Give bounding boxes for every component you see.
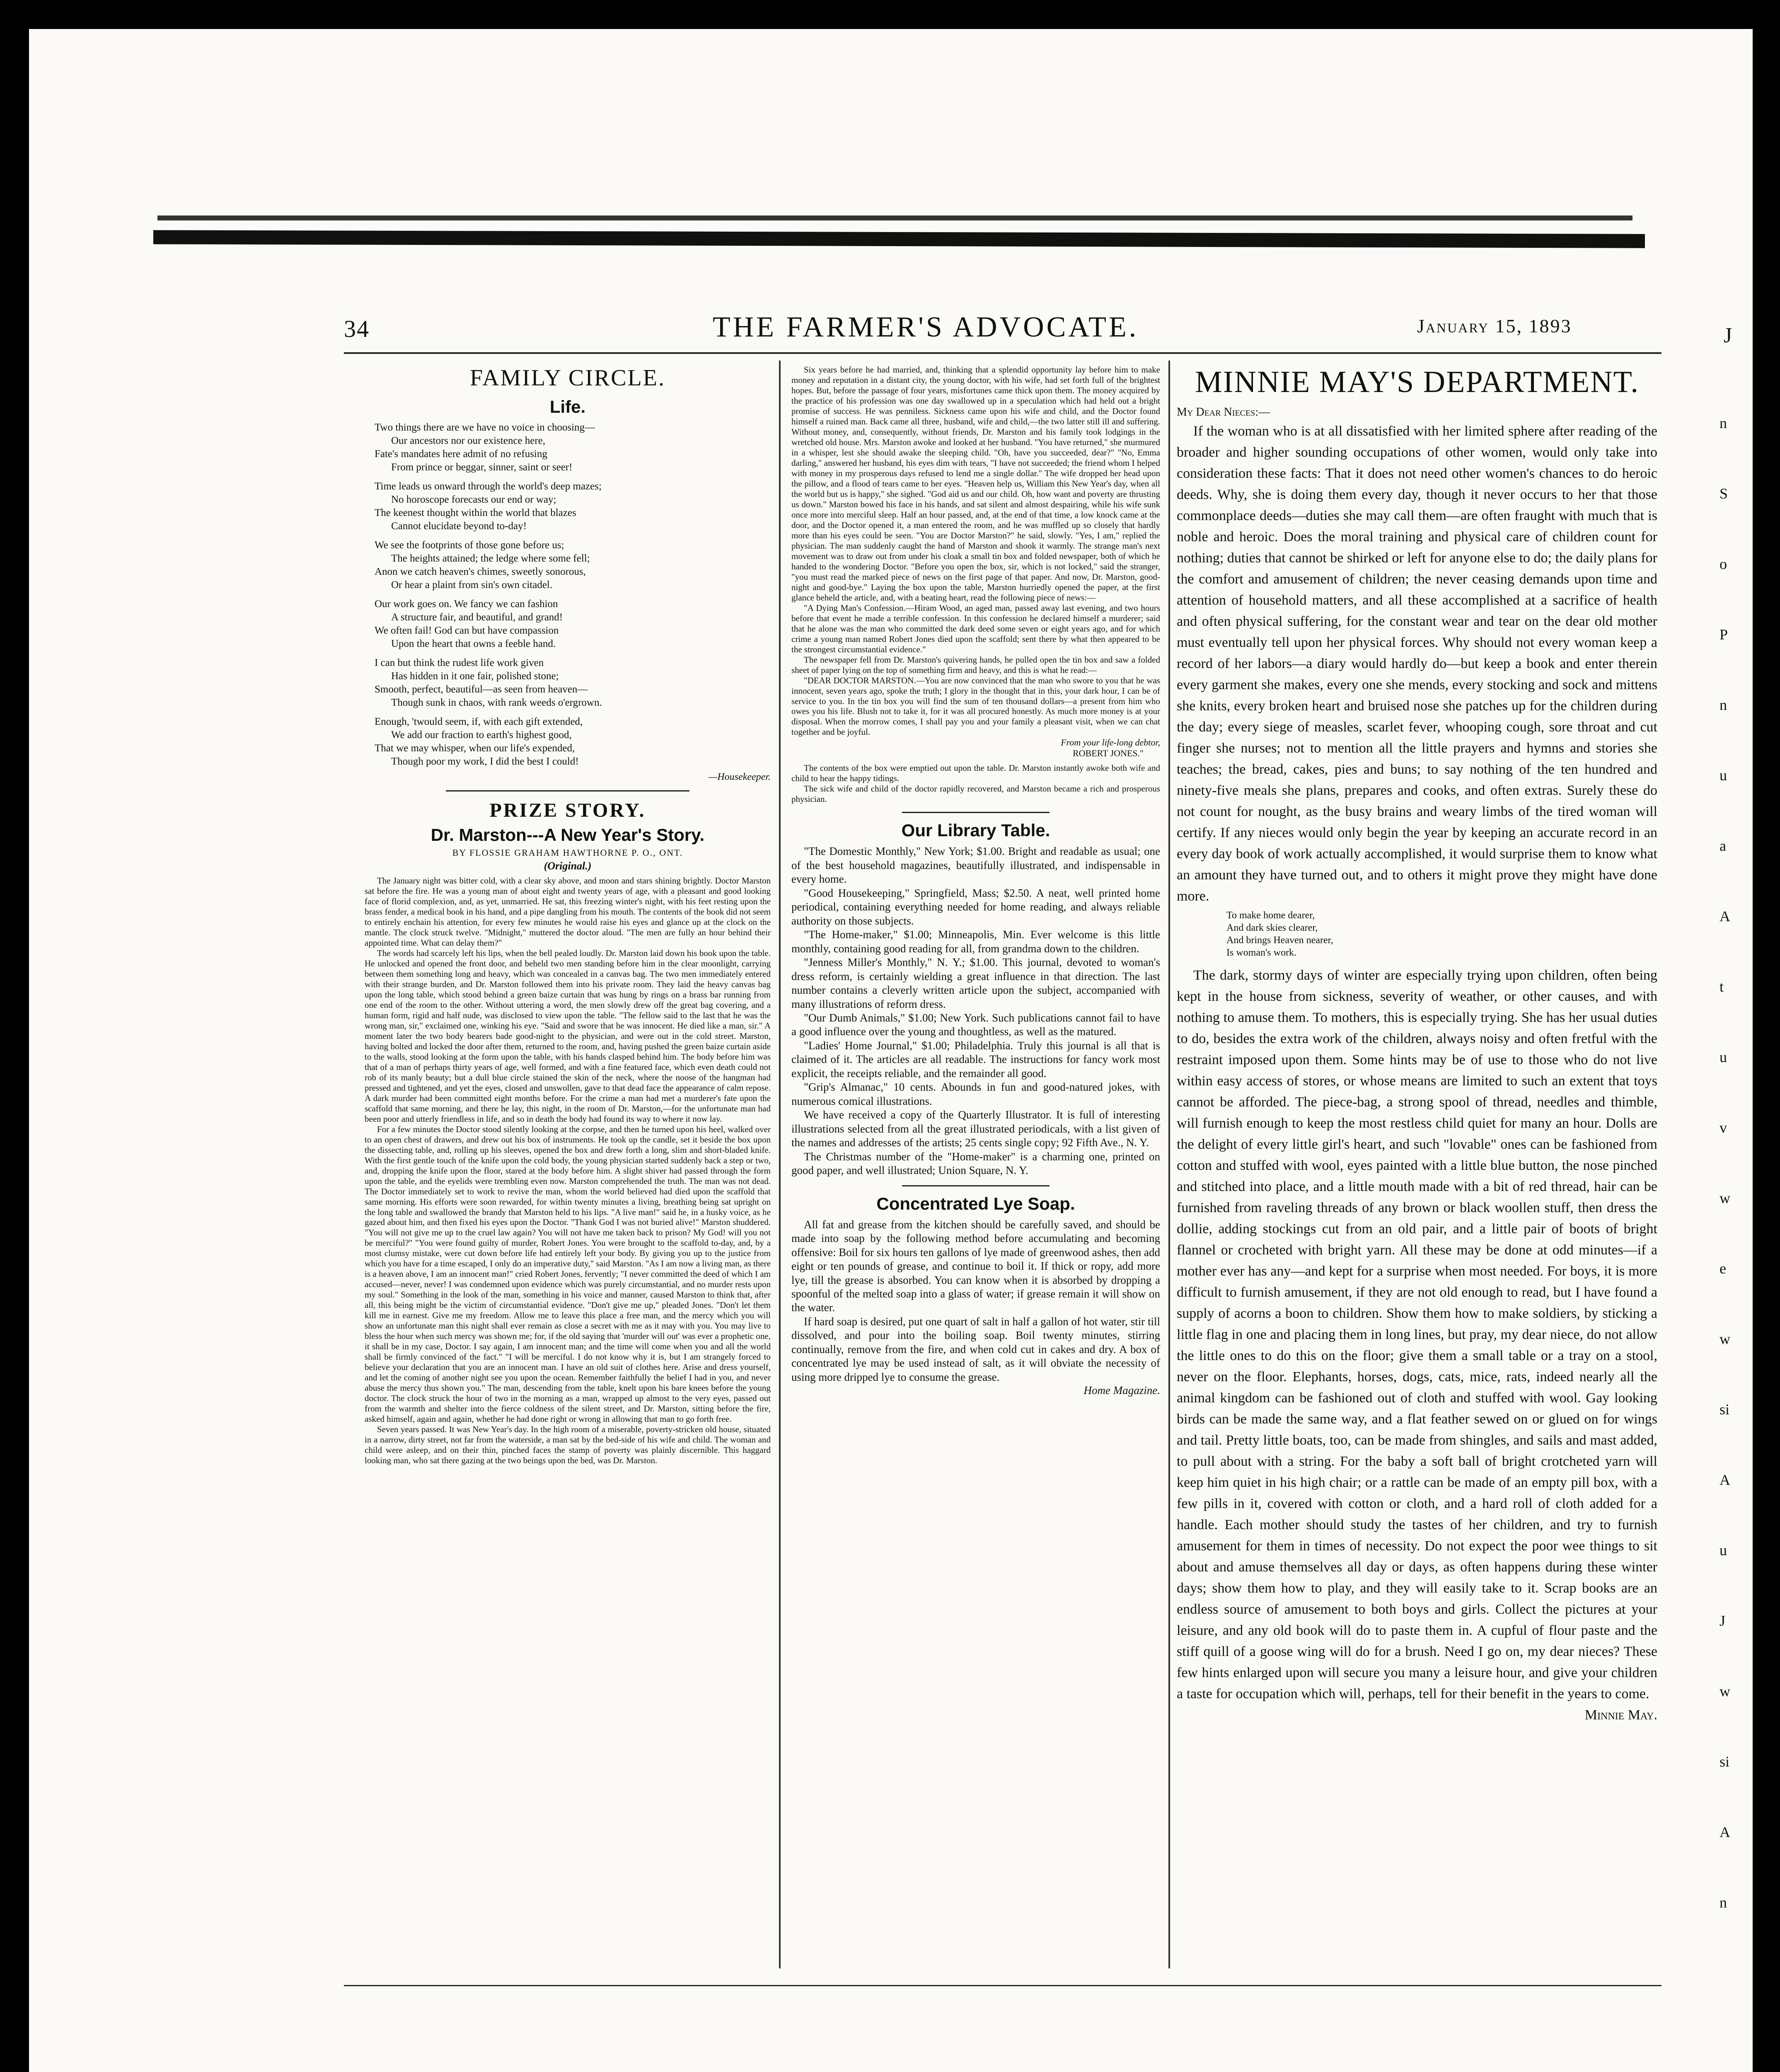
- story-paragraph: The January night was bitter cold, with a clear sky above, and moon and stars shining brightly. Doctor Marston sat before the fire. He was a young man of about eight and twenty years of age, with a pleasant and good looking face of florid complexion, and, as yet, unmarried. He sat, this freezing winter's night, with his feet resting upon the brass fender, a medical book in his hand, and a pipe dangling from his mouth. The contents of the book did not seem to entirely enchain his attention, for every few minutes he would raise his eyes and glance up at the clock on the mantle. The clock struck twelve. "Midnight," muttered the doctor aloud. "The men are fully an hour behind their appointed time. What can delay them?": [365, 876, 771, 948]
- poem-line: We often fail! God can but have compassion: [375, 625, 559, 636]
- story-paragraph: Six years before he had married, and, thinking that a splendid opportunity lay before him to make money and reputation in a distant city, the young doctor, with his wife, had set forth full of the brightest hopes. But, before the passage of four years, misfortunes came thick upon them. The money acquired by the practice of his profession was one day swallowed up in a speculation which had held out a bright promise of success. He was penniless. Sickness came upon his wife and child, and the Doctor found himself a ruined man. Back came all three, husband, wife and child,—the two latter still ill and suffering. Without money, and, consequently, without friends, Dr. Marston and his family took lodgings in the wretched old house. Mrs. Marston awoke and looked at her husband. "You have returned," she murmured in a whisper, lest she should awake the sleeping child. "Oh, have you succeeded, dear?" "No, Emma darling," answered her husband, his eyes dim with tears, "I have not succeeded; the friend whom I helped with money in my prosperous days refused to lend me a single dollar." The wife dropped her head upon the pillow, and a flood of tears came to her eyes. "Heaven help us, William this New Year's day, when all the world but us is happy," she sighed. "God aid us and our child. Oh, how want and poverty are thrusting us down." Marston bowed his face in his hands, and sat silent and almost despairing, while his wife sunk once more into merciful sleep. Half an hour passed, and, at the end of that time, a low knock came at the door, and the Doctor opened it, a man entered the room, and he was muffled up so closely that hardly more than his eyes could be seen. "You are Doctor Marston?" he said, slowly. "Yes, I am," replied the physician. The man suddenly caught the hand of Marston and shook it warmly. The strange man's next movement was to draw out from under his cloak a small tin box and folded newspaper, both of which he handed to the wondering Doctor. "Before you open the box, sir, which is not locked," said the stranger, "you must read the marked piece of news on the first page of that paper. And now, Dr. Marston, good-night and good-bye." Laying the box upon the table, Marston hurriedly opened the paper, at the first glance beheld the article, and, with a beating heart, read the following piece of news:—: [791, 365, 1160, 603]
- poem-stanza: [375, 656, 771, 709]
- story-paragraph: The newspaper fell from Dr. Marston's quivering hands, he pulled open the tin box and saw a folded sheet of paper lying on the top of something firm and heavy, and this is what he read:—: [791, 654, 1160, 675]
- poem-line: No horoscope forecasts our end or way;: [391, 494, 556, 505]
- edge-letter: w: [1720, 1190, 1730, 1206]
- poem-line: From prince or beggar, sinner, saint or seer!: [391, 462, 573, 473]
- top-rule: [157, 215, 1632, 220]
- library-review: "The Domestic Monthly," New York; $1.00. Bright and readable as usual; one of the best household magazines, beautifully illustrated, and indispensable in every home.: [791, 845, 1160, 886]
- edge-letter: u: [1720, 1049, 1727, 1065]
- minnie-may-paragraph: The dark, stormy days of winter are especially trying upon children, often being kept in the house from sickness, severity of weather, or other causes, and with nothing to amuse them. To mothers, this is especially trying. She has her usual duties to do, besides the extra work of the children, always noisy and often fretful with the restraint imposed upon them. Some hints may be of use to those who do not live within easy access of stores, or whose means are limited to such an extent that toys cannot be afforded. The piece-bag, a strong spool of thread, needles and thimble, will furnish enough to keep the most restless child quiet for many an hour. Dolls are the delight of every little girl's heart, and such "lovable" ones can be fashioned from cotton and stuffed with wool, eyes painted with a little blue button, the nose pinched and stitched into place, and a little mouth made with a bit of red thread, hair can be furnished from raveling threads of any brown or black woollen stuff, then dress the dollie, adding stockings cut from an old pair, and a little pair of boots of bright flannel or crocheted with bright yarn. All these may be done at odd minutes—if a mother ever has any—and kept for a surprise when most needed. For boys, it is more difficult to furnish amusement, if they are not old enough to read, but I have found a supply of acorns a boon to children. Show them how to make soldiers, by sticking a little flag in one and placing them in long lines, but pray, my dear niece, do not allow the little ones to do this on the floor; give them a small table or a tray on a stool, never on the floor. Elephants, horses, dogs, cats, mice, rats, indeed nearly all the animal kingdom can be fashioned out of cloth and stuffed with wool. Gay looking birds can be made the same way, and a flat feather sewed on or glued on for wings and tail. Pretty little boats, too, can be made from shingles, and sails and mast added, to pull about with a string. For the baby a soft ball of bright crotcheted yarn will keep him quiet in his high chair; or a rattle can be made of an empty pill box, with a few pills in it, covered with cotton or cloth, and a hard roll of cloth added for a handle. Each mother should study the tastes of her children, and try to furnish amusement for them in times of necessity. Do not expect the poor wee things to sit about and amuse themselves all day or days, as often happens during these winter days; show them how to play, and they will easily take to it. Scrap books are an endless source of amusement to both boys and girls. Collect the pictures at your leisure, and any old book will do to paste them in. A cupful of flour paste and the stiff quill of a goose wing will do for a brush. Need I go on, my dear nieces? These few hints enlarged upon will secure you many a leisure hour, and give your children a taste for occupation which will, perhaps, tell for their benefit in the years to come.: [1177, 968, 1657, 1702]
- edge-letter: t: [1720, 978, 1724, 995]
- edge-letter: u: [1720, 767, 1727, 784]
- quatrain-line: And dark skies clearer,: [1226, 922, 1318, 933]
- poem-line: Cannot elucidate beyond to-day!: [391, 520, 527, 532]
- library-review: "Jenness Miller's Monthly," N. Y.; $1.00. This journal, devoted to woman's dress reform, is certainly wielding a great influence in that direction. The last number contains a cleverly written article upon the subject, accompanied with many illustrations of reform dress.: [791, 956, 1160, 1010]
- poem-line: Anon we catch heaven's chimes, sweetly sonorous,: [375, 566, 586, 577]
- minnie-may-paragraph: If the woman who is at all dissatisfied with her limited sphere after reading of the broader and higher sounding occupations of other women, would only take into consideration these facts: That it does not need other women's chances to do heroic deeds. Why, she is doing them every day, though it never occurs to her that those commonplace deeds—duties she may call them—are often fraught with much that is noble and heroic. Does the moral training and physical care of children count for nothing; duties that cannot be shirked or left for anyone else to do; the daily plans for the comfort and amusement of children; the never ceasing demands upon time and attention of household matters, and all these accomplished at a sacrifice of health and often physical suffering, for the constant wear and tear on the dear old mother must eventually tell upon her physical forces. Why should not every woman keep a record of her labors—a diary would hardly do—but keep a book and enter therein every garment she makes, every one she mends, every stocking and sock and mittens she knits, every broken heart and bruised nose she patches up for the children during the day; every siege of measles, scarlet fever, whooping cough, sore throat and cut finger she nurses; not to mention all the little prayers and hymns and stories she teaches; the bread, cakes, pies and buns; to say nothing of the ten hundred and ninety-five meals she plans, prepares and cooks, and often extras. Surely these do not count for nought, as the busy brains and weary limbs of the tired woman will certify. If any nieces would only begin the year by keeping an accurate record in an every day book of work actually accomplished, it would surprise them to know what an amount they have turned out, and to others it might prove they might have done more.: [1177, 424, 1657, 904]
- poem-line: The keenest thought within the world that blazes: [375, 507, 576, 518]
- story-paragraph: Seven years passed. It was New Year's day. In the high room of a miserable, poverty-stricken old house, situated in a narrow, dirty street, not far from the waterside, a man sat by the bed-side of his wife and child. The woman and child were asleep, and on their thin, pinched faces the stamp of poverty was plainly discernible. This haggard looking man, who sat there gazing at the two beings upon the bed, was Dr. Marston.: [365, 1424, 771, 1466]
- family-circle-heading: FAMILY CIRCLE.: [470, 365, 665, 391]
- edge-letter: n: [1720, 697, 1727, 713]
- poem-line: Or hear a plaint from sin's own citadel.: [391, 579, 553, 591]
- edge-letter: n: [1720, 415, 1727, 431]
- story-paragraph: "A Dying Man's Confession.—Hiram Wood, an aged man, passed away last evening, and two hours before that event he made a terrible confession. In this confession he declared himself a murderer; said that he alone was the man who committed the dark deed some seven or eight years ago, and for which crime a young man named Robert Jones died upon the scaffold; sent there by what then appeared to be the strongest circumstantial evidence.": [791, 603, 1160, 654]
- soap-source: Home Magazine.: [1083, 1384, 1160, 1397]
- poem-line: Though poor my work, I did the best I could!: [391, 756, 579, 767]
- header-rule: [344, 352, 1661, 354]
- library-review: "Good Housekeeping," Springfield, Mass; $2.50. A neat, well printed home periodical, containing everything needed for home reading, and always reliable authority on those subjects.: [791, 886, 1160, 927]
- edge-letter: S: [1720, 485, 1728, 502]
- masthead: THE FARMER'S ADVOCATE.: [713, 311, 1139, 343]
- footer-rule: [344, 1985, 1661, 1986]
- prize-story-heading: PRIZE STORY.: [489, 799, 646, 821]
- quatrain-line: And brings Heaven nearer,: [1226, 935, 1333, 946]
- edge-letter: o: [1720, 556, 1727, 572]
- poem-title: Life.: [549, 397, 586, 416]
- story-paragraph: For a few minutes the Doctor stood silently looking at the corpse, and then he turned upon his heel, walked over to an open chest of drawers, and drew out his box of instruments. He took up the candle, set it beside the box upon the dissecting table, and, rolling up his sleeves, opened the box and drew forth a long, slim and short-bladed knife. With the first gentle touch of the knife upon the cold body, the young physician started suddenly back a step or two, and, dropping the knife upon the floor, stared at the body before him. A slight shiver had passed through the form upon the table, and the eyelids were trembling even now. Marston comprehended the truth. The man was not dead. The Doctor immediately set to work to revive the man, whom the world believed had died upon the scaffold that same morning. His efforts were soon rewarded, for within twenty minutes a living, breathing being sat upright on the long table and swallowed the brandy that Marston held to his lips. "A live man!" said he, in a husky voice, as he gazed about him, and then fixed his eyes upon the Doctor. "Thank God I was not buried alive!" Marston shuddered. "You will not give me up to the cruel law again? You will not have me taken back to prison? My God! will you not be merciful?" "You were found guilty of murder, Robert Jones. You were brought to the scaffold to-day, and, by a most clumsy mistake, were cut down before life had entirely left your body. By giving you up to the justice from which you have for a time escaped, I only do an imperative duty," said Marston. "As I am now a living man, as there is a heaven above, I am an innocent man!" cried Robert Jones, fervently; "I never committed the deed of which I am accused—never, never! I was condemned upon evidence which was purely circumstantial, and no murder rests upon my soul." Something in the look of the man, something in his voice and manner, caused Marston to think that, after all, this being might be the victim of circumstantial evidence. "Don't give me up," pleaded Jones. "Don't let them kill me in earnest. Give me my freedom. Allow me to leave this place a free man, and the mercy which you will show an unfortunate man this night shall ever remain as close a secret with me as it may with you. You may live to bless the hour when such mercy was shown me; for, if the old saying that 'murder will out' was ever a prophetic one, it shall be in my case, Doctor. I say again, I am innocent man; and the time will come when you and all the world shall be firmly convinced of the fact." "I will be merciful. I do not know why it is, but I am strangely forced to believe your declaration that you are an innocent man. I have an old suit of clothes here. Arise and dress yourself, and let the coming of another night see you upon the ocean. Remember faithfully the belief I had in you, and never abuse the mercy thus shown you." The man, descending from the table, knelt upon his bare knees before the young doctor. The clock struck the hour of two in the morning as a man, wrapped up almost to the very eyes, passed out from the warmth and shelter into the fierce coldness of the silent street, and Dr. Marston, sitting before the fire, asked himself, again and again, whether he had done right or wrong in allowing that man to go forth free.: [365, 1124, 771, 1424]
- letter-signature: ROBERT JONES.": [1072, 748, 1144, 759]
- poem-life: [375, 421, 771, 768]
- edge-letter: A: [1720, 908, 1730, 925]
- poem-stanza: [375, 421, 771, 474]
- separator: [902, 812, 1050, 813]
- story-paragraph: The words had scarcely left his lips, when the bell pealed loudly. Dr. Marston laid down his book upon the table. He unlocked and opened the front door, and beheld two men standing before him in the clear moonlight, carrying between them something long and heavy, which was concealed in a canvas bag. The two men immediately entered with their strange burden, and Dr. Marston followed them into his private room. They laid the heavy canvas bag upon the long table, which stood behind a green baize curtain that was hung by rings on a brass bar running from one end of the room to the other. Without uttering a word, the men slowly drew off the great bag covering, and a human form, rigid and half nude, was disclosed to view upon the table. "The fellow said to the last that he was the wrong man, sir," exclaimed one, winking his eye. "Said and swore that he was innocent. He died like a man, sir." A moment later the two body bearers bade good-night to the physician, and were out in the cold street. Marston, having bolted and locked the door after them, returned to the room, and, having pushed the green baize curtain aside to the walls, stood looking at the form upon the table, with his hands clasped behind him. The body before him was that of a man of perhaps thirty years of age, well formed, and with a fine featured face, which even death could not rob of its manly beauty; but a dull blue circle stained the skin of the neck, where the noose of the hangman had pressed and tightened, and yet the eyes, closed and unswollen, gave to that dead face the appearance of calm repose. A dark murder had been committed eight months before. For the crime a man had met a murderer's fate upon the scaffold that same morning, and there he lay, this night, in the room of Dr. Marston,—for the unfortunate man had been poor and utterly friendless in life, and so in death the body had found its way to where it now lay.: [365, 948, 771, 1124]
- poem-line: We add our fraction to earth's highest good,: [391, 729, 572, 741]
- poem-line: Though sunk in chaos, with rank weeds o'ergrown.: [391, 697, 602, 708]
- library-heading: Our Library Table.: [901, 821, 1050, 840]
- poem-stanza: [375, 480, 771, 533]
- column-rule-2: [1168, 361, 1170, 1968]
- quatrain-line: Is woman's work.: [1226, 947, 1296, 958]
- story-paragraph: "DEAR DOCTOR MARSTON.—You are now convinced that the man who swore to you that he was innocent, seven years ago, spoke the truth; I glory in the thought that in this, your dark hour, I can be of service to you. In the tin box you will find the sum of ten thousand dollars—a present from him who owes you his life. Blush not to take it, for it was all procured honestly. As much more money is at your disposal. When the morrow comes, I shall pay you and your family a pleasant visit, when we can chat together and be joyful.: [791, 675, 1160, 737]
- edge-letter: si: [1720, 1753, 1730, 1770]
- right-column: [1177, 365, 1657, 1973]
- library-reviews: [791, 845, 1160, 1177]
- quatrain-line: To make home dearer,: [1226, 910, 1315, 921]
- poem-line: Fate's mandates here admit of no refusing: [375, 448, 547, 460]
- edge-letter: e: [1720, 1260, 1726, 1277]
- minnie-may-text-2: [1177, 965, 1657, 1704]
- letter-close: From your life-long debtor,: [1061, 737, 1160, 748]
- edge-letter: v: [1720, 1119, 1727, 1136]
- poem-line: I can but think the rudest life work given: [375, 657, 544, 668]
- edge-letter: u: [1720, 1542, 1727, 1559]
- soap-paragraph: All fat and grease from the kitchen should be carefully saved, and should be made into soap by the following method before accumulating and becoming offensive: Boil for six hours ten gallons of lye made of greenwood ashes, then add eight or ten pounds of grease, and continue to boil it. If thick or ropy, add more lye, till the grease is absorbed. You can know when it is absorbed by dropping a spoonful of the melted soap into a glass of water; if grease remain it will show on the water.: [791, 1218, 1160, 1314]
- edge-letter: A: [1720, 1472, 1730, 1488]
- library-review: "The Home-maker," $1.00; Minneapolis, Min. Ever welcome is this little monthly, containing good reading for all, from grandma down to the children.: [791, 928, 1160, 955]
- quatrain: [1226, 909, 1657, 959]
- salutation: My Dear Nieces:—: [1177, 406, 1270, 419]
- poem-line: Has hidden in it one fair, polished stone;: [391, 670, 559, 682]
- middle-column: [791, 365, 1160, 1964]
- poem-line: The heights attained; the ledge where some fell;: [391, 553, 590, 564]
- minnie-may-text-1: [1177, 421, 1657, 907]
- column-rule-1: [779, 361, 781, 1968]
- story-ending-text: [791, 763, 1160, 804]
- issue-date: January 15, 1893: [1417, 315, 1572, 336]
- poem-line: Our ancestors nor our existence here,: [391, 435, 546, 446]
- left-column: [365, 365, 771, 1964]
- poem-line: Upon the heart that owns a feeble hand.: [391, 638, 556, 649]
- story-title: Dr. Marston---A New Year's Story.: [430, 825, 705, 845]
- edge-letter: A: [1720, 1824, 1730, 1840]
- story-paragraph: The contents of the box were emptied out upon the table. Dr. Marston instantly awoke both wife and child to hear the happy tidings.: [791, 763, 1160, 784]
- poem-attribution: —Housekeeper.: [709, 772, 771, 782]
- page-number: 34: [344, 315, 370, 342]
- separator: [446, 790, 689, 792]
- separator: [902, 1185, 1050, 1186]
- library-review: "Grip's Almanac," 10 cents. Abounds in fun and good-natured jokes, with numerous comical illustrations.: [791, 1081, 1160, 1107]
- library-review: "Our Dumb Animals," $1.00; New York. Such publications cannot fail to have a good influence over the young and thoughtless, as well as the matured.: [791, 1012, 1160, 1038]
- library-review: The Christmas number of the "Home-maker" is a charming one, printed on good paper, and well illustrated; Union Square, N. Y.: [791, 1150, 1160, 1177]
- soap-paragraph: If hard soap is desired, put one quart of salt in half a gallon of hot water, stir till dissolved, and pour into the boiling soap. Boil twenty minutes, stirring continually, remove from the fire, and when cold cut in cakes and dry. A box of concentrated lye may be used instead of salt, as it will obviate the necessity of using more dripped lye to consume the grease.: [791, 1315, 1160, 1383]
- library-review: "Ladies' Home Journal," $1.00; Philadelphia. Truly this journal is all that is claimed of it. The articles are all readable. The instructions for fancy work most explicit, the receipts reliable, and the remainder all good.: [791, 1039, 1160, 1080]
- minnie-may-signature: Minnie May.: [1584, 1707, 1657, 1723]
- edge-letter: n: [1720, 1894, 1727, 1911]
- poem-line: Our work goes on. We fancy we can fashion: [375, 598, 558, 610]
- poem-line: That we may whisper, when our life's expended,: [375, 743, 575, 754]
- edge-letter: P: [1720, 626, 1728, 643]
- edge-letter: w: [1720, 1683, 1730, 1699]
- poem-line: Two things there are we have no voice in choosing—: [375, 422, 595, 433]
- adjacent-page-letter: J: [1724, 324, 1732, 347]
- story-continued-text: [791, 365, 1160, 737]
- poem-line: A structure fair, and beautiful, and grand!: [391, 612, 563, 623]
- library-review: We have received a copy of the Quarterly Illustrator. It is full of interesting illustrations selected from all the great illustrated periodicals, with a list given of the names and addresses of the artists; 25 cents single copy; 92 Fifth Ave., N. Y.: [791, 1109, 1160, 1149]
- poem-line: Enough, 'twould seem, if, with each gift extended,: [375, 716, 583, 727]
- story-text: [365, 876, 771, 1466]
- poem-stanza: [375, 598, 771, 651]
- story-paragraph: The sick wife and child of the doctor rapidly recovered, and Marston became a rich and prosperous physician.: [791, 784, 1160, 804]
- poem-line: Time leads us onward through the world's deep mazes;: [375, 481, 602, 492]
- soap-recipe: [791, 1218, 1160, 1385]
- minnie-may-heading: MINNIE MAY'S DEPARTMENT.: [1195, 365, 1639, 399]
- edge-letter: J: [1720, 1612, 1726, 1629]
- edge-letter: w: [1720, 1331, 1730, 1347]
- soap-heading: Concentrated Lye Soap.: [876, 1193, 1075, 1213]
- story-original-note: (Original.): [544, 860, 592, 872]
- poem-line: Smooth, perfect, beautiful—as seen from heaven—: [375, 684, 588, 695]
- story-byline: BY FLOSSIE GRAHAM HAWTHORNE P. O., ONT.: [452, 847, 683, 858]
- poem-line: We see the footprints of those gone before us;: [375, 540, 564, 551]
- poem-stanza: [375, 539, 771, 592]
- poem-stanza: [375, 715, 771, 768]
- edge-letter: a: [1720, 838, 1726, 854]
- edge-letter: si: [1720, 1401, 1730, 1418]
